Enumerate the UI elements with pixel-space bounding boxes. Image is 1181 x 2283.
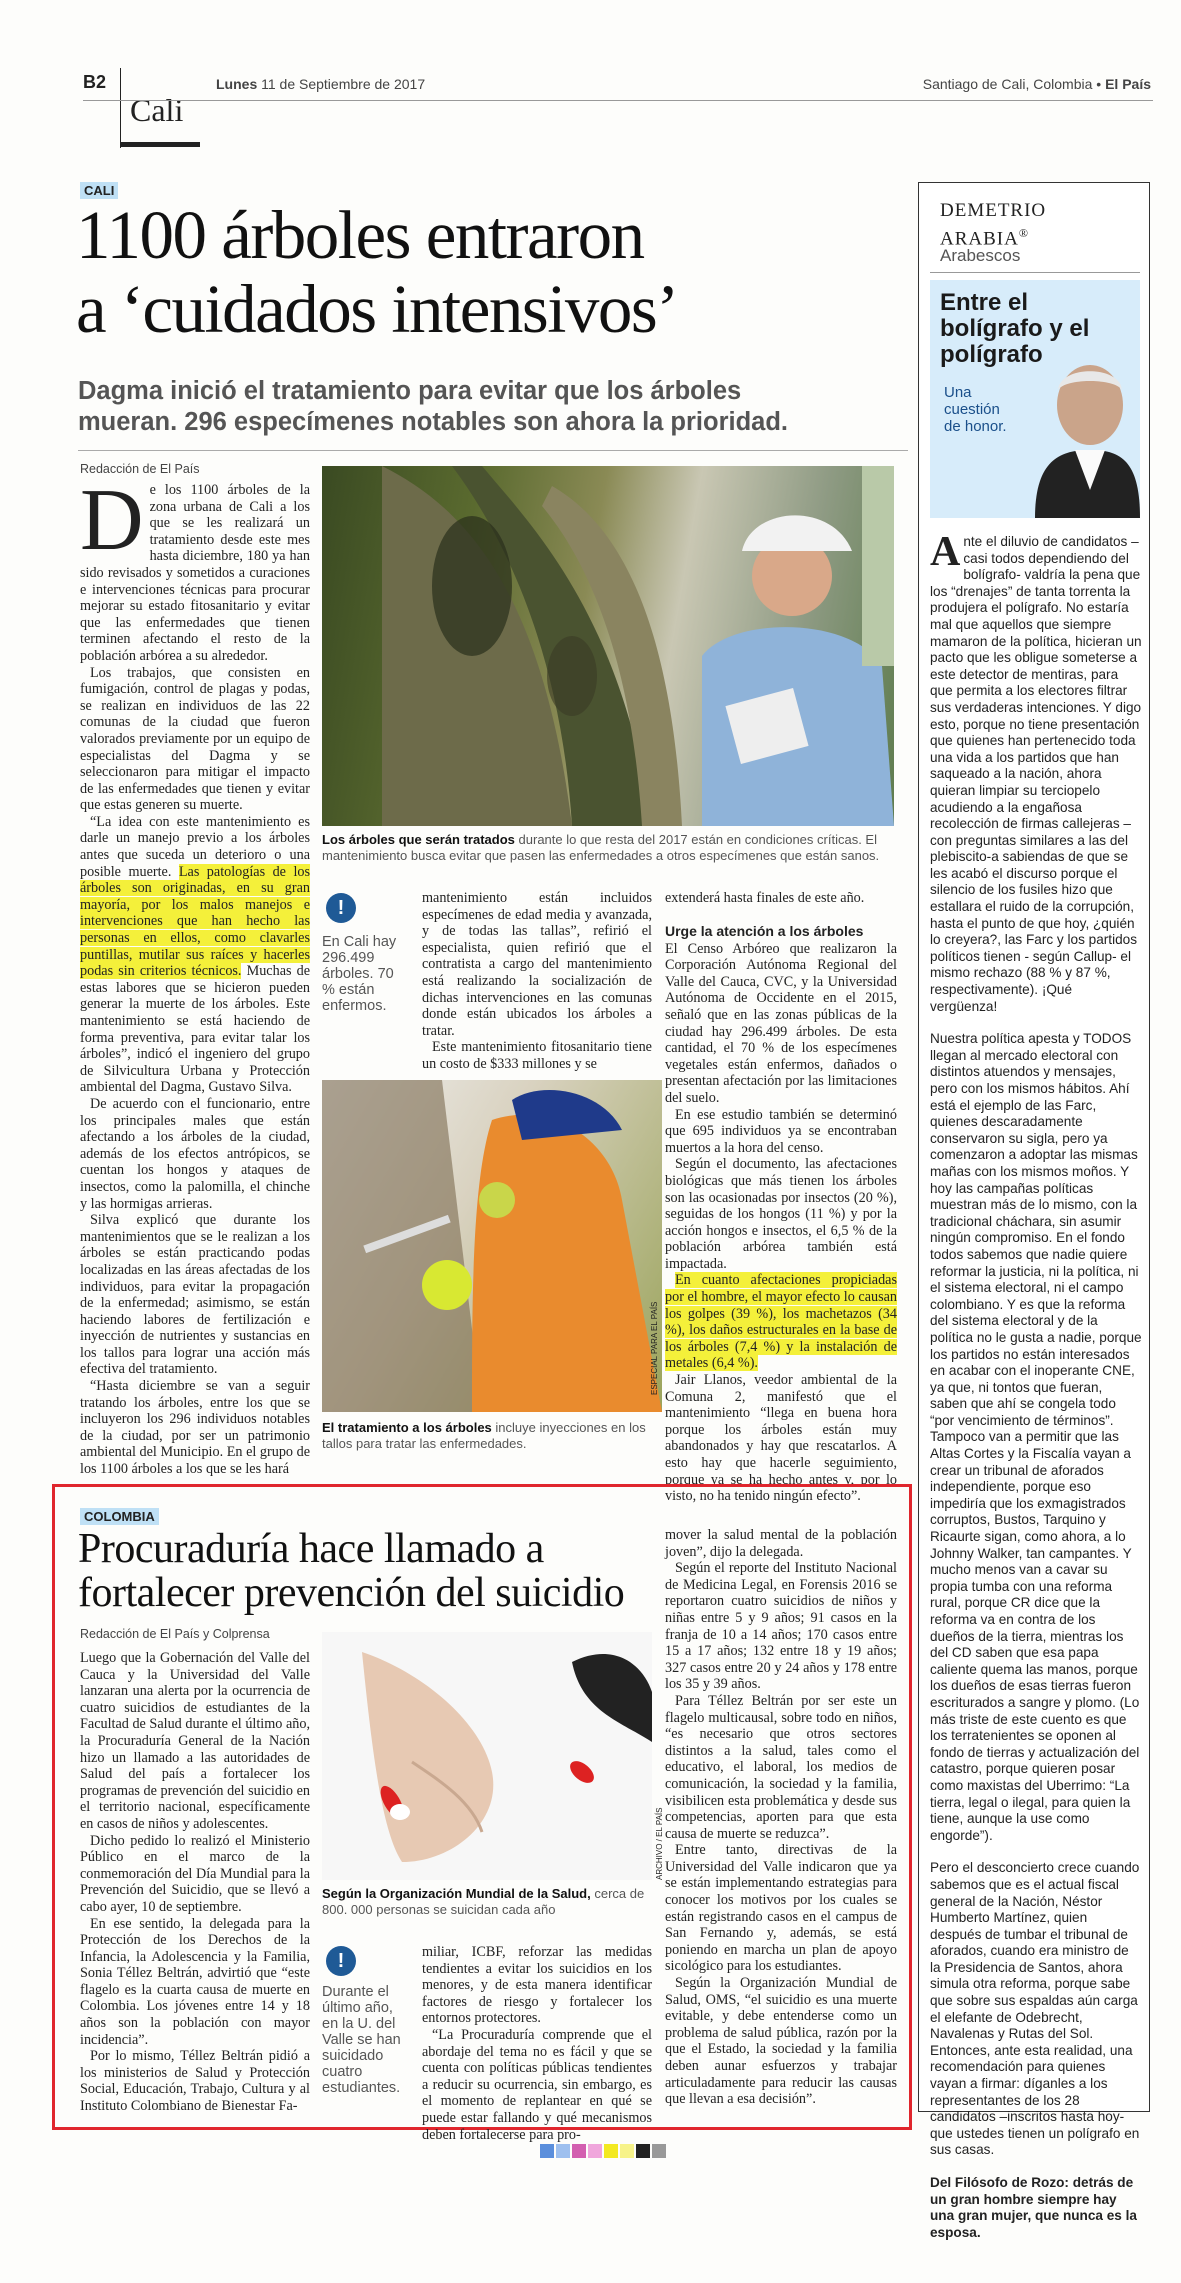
column-kicker: Una cuestión de honor. [944,384,1007,435]
second-fact-box: Durante el último año, en la U. del Valle se han suicidado cuatro estudiantes. [322,1984,401,2096]
byline: Redacción de El País [80,462,200,476]
drop-cap: D [80,472,144,569]
header-rule [83,100,1153,101]
second-column-4: mover la salud mental de la población joven”, dijo la delegada. Según el reporte del Instituto Nacional de Medicina Legal, en Forensis 2016 se reportaron cuatro suicidios de niños y niñas entre 5 y 9 años; 91 casos en la franja de 10 a 14 años; 170 casos entre 15 a 17 años; 132 entre 18 y 19 años; 327 casos entre 20 y 24 años y 178 entre los 35 y 39 años. Para Téllez Beltrán por ser este un flagelo multicausal, sobre todo en niños, “es necesario que otros sectores distintos a la salud, tales como el educativo, el laboral, los medios de comunicación, la sociedad y la familia, visibilicen esta problemática y desde sus competencias, aporten para que esta causa de muerte se reduzca”. Entre tanto, directivas de la Universidad del Valle indicaron que ya se están implementando estrategias para conocer los motivos por los cuales se están registrando casos en el campus de San Fernando y, además, se está poniendo en marcha un plan de apoyo sicológico para los estudiantes. Según la Organización Mundial de Salud, OMS, “el suicidio es una muerte evitable, y debe entenderse como un problema de salud pública, razón por la que el Estado, la sociedad y la familia deben aunar esfuerzos y trabajar articuladamente para reducir las causas que llevan a esa decisión”. [665,1527,897,2108]
second-photo-credit: ARCHIVO / EL PAÍS [655,1807,664,1880]
photo2-caption: El tratamiento a los árboles incluye inyecciones en los tallos para tratar las enfermedades. [322,1420,646,1451]
section-name: Cali [130,92,184,128]
subheadline: Dagma inició el tratamiento para evitar que los árboles mueran. 296 especímenes notables son ahora la prioridad. [78,377,789,436]
second-headline: Procuraduría hace llamado a fortalecer prevención del suicidio [78,1526,625,1616]
columnist-portrait [1030,350,1140,518]
second-info-icon: ! [326,1946,356,1976]
section-tag: CALI [80,182,118,199]
fact-box: En Cali hay 296.499 árboles. 70 % están enfermos. [322,934,397,1014]
article-column-1: D e los 1100 árboles de la zona urbana de Cali a los que se les realizará un tratamiento desde este mes hasta diciembre, 180 ya han sido revisados y sometidos a curaciones e intervenciones técnicas para procurar mejorar su estado fitosanitario y evitar que las enfermedades que tienen terminen afectando el resto de la población arbórea a su alrededor. Los trabajos, que consisten en fumigación, control de plagas y podas, se realizan en individuos de las 22 comunas de la ciudad que fueron valorados previamente por un equipo de especialistas del Dagma y se seleccionaron para mitigar el impacto de las enfermedades que tienen y evitar que estas generen su muerte. “La idea con este mantenimiento es darle un manejo previo a los árboles antes que suceda un deterioro o una posible muerte. Las patologías de los árboles son originadas, en su gran mayoría, por los malos manejos e intervenciones que han hecho las personas en ellos, como clavarles puntillas, mutilar sus raíces y hacerles podas sin criterios técnicos. Muchas de estas labores que se hicieron pueden generar la muerte de los árboles. Este mantenimiento se está haciendo de forma preventiva, para evitar talar los árboles”, indicó el ingeniero del grupo de Silvicultura Urbana y Protección ambiental del Dagma, Gustavo Silva. De acuerdo con el funcionario, entre los principales males que están afectando a los árboles de la ciudad, además de los efectos antrópicos, se cuentan los hongos y ataques de insectos, como la palomilla, el chinche y las hormigas arrieras. Silva explicó que durante los mantenimientos que se le realizan a los árboles se están practicando podas localizadas en las áreas afectadas de los individuos, para evitar la propagación de la enfermedad; asimismo, se están haciendo labores de fertilización e inyección de nutrientes y sustancias en los tallos para lograr una acción más efectiva del tratamiento. “Hasta diciembre se van a seguir tratando los árboles, entre los que se incluyeron los 296 individuos notables de la ciudad, por ser un patrimonio ambiental del Municipio. En el grupo de los 1100 árboles a los que se les hará [80,472,311,1478]
info-icon: ! [326,893,356,923]
highlighted-text: En cuanto afectaciones propiciadas por el hombre, el mayor efecto lo causan los golpes (39 %), los machetazos (34 %), los daños estructurales en la base de los árboles (7,4 %) y la instalación de metales (6,4 %). [665,1272,897,1372]
subhead: Urge la atención a los árboles [665,922,864,939]
second-column-1: Luego que la Gobernación del Valle del Cauca y la Universidad del Valle lanzaran una alerta por la ocurrencia de cuatro suicidios de estudiantes de la Facultad de Salud durante el último año, la Procuraduría General de la Nación hizo un llamado a las autoridades de Salud del país a fortalecer los programas de prevención del suicidio en el territorio nacional, específicamente en casos de niños y adolescentes. Dicho pedido lo realizó el Ministerio Público en el marco de la conmemoración del Día Mundial para la Prevención del Suicidio, que se llevó a cabo ayer, 10 de septiembre. En ese sentido, la delegada para la Protección de los Derechos de la Infancia, la Adolescencia y la Familia, Sonia Téllez Beltrán, advirtió que “este flagelo es la cuarta causa de muerte en Colombia. Los jóvenes entre 14 y 18 años son la población con mayor incidencia”. Por lo mismo, Téllez Beltrán pidió a los ministerios de Salud y Protección Social, Educación, Trabajo, Cultura y al Instituto Colombiano de Bienestar Fa- [80,1650,310,2115]
column-closing: Del Filósofo de Rozo: detrás de un gran hombre siempre hay una gran mujer, que nunca es la esposa. [930,2175,1137,2240]
column-dropcap: A [930,529,961,575]
pills-photo [322,1632,652,1880]
highlighted-text: Las patologías de los árboles son originadas, en su gran mayoría, por los malos manejos e intervenciones que han hecho las personas en ellos, como clavarles puntillas, mutilar sus raíces y hacerles podas sin criterios técnicos. [80,863,311,980]
photo1-caption: Los árboles que serán tratados durante lo que resta del 2017 están en condiciones críticas. El mantenimiento busca evitar que pasen las enfermedades a otros especímenes que están sanos. [322,832,880,863]
header-location: Santiago de Cali, Colombia • El País [922,76,1151,92]
worker-injection-illustration [322,1080,662,1412]
second-byline: Redacción de El País y Colprensa [80,1627,270,1641]
second-section-tag: COLOMBIA [80,1508,159,1525]
injection-photo [322,1080,662,1412]
column-name: Arabescos [940,246,1021,265]
color-registration-bar [540,2144,666,2158]
page-code: B2 [83,72,107,92]
second-column-3: miliar, ICBF, reforzar las medidas tendientes a evitar los suicidios en los menores, y de esta manera identificar factores de riesgo y fortalecer los entornos protectores. “La Procuraduría comprende que el abordaje del tema no es fácil y que se cuenta con políticas públicas tendientes a reducir su ocurrencia, sin embargo, es el momento de replantear en qué se puede estar fallando y qué mecanismos deben fortalecerse para pro- [422,1944,652,2143]
article-column-4: extenderá hasta finales de este año. Urge la atención a los árboles El Censo Arbóreo que realizaron la Corporación Autónoma Regional del Valle del Cauca, CVC, y la Universidad Autónoma de Occidente en el 2015, señaló que en las zonas públicas de la ciudad hay 296.499 árboles. De esta cantidad, el 70 % de los especímenes vegetales están enfermos, dañados o presentan afectación por las limitaciones del suelo. En ese estudio también se determinó que 695 individuos ya se encontraban muertos a la hora del censo. Según el documento, las afectaciones biológicas que más tienen los árboles son las ocasionadas por insectos (20 %), seguidas de los hongos (11 %) y por la acción hongos e insectos, el 6,5 % de la población arbórea también está impactada. En cuanto afectaciones propiciadas por el hombre, el mayor efecto lo causan los golpes (39 %), los machetazos (34 %), los daños estructurales en la base de los árboles (7,4 %) y la instalación de metales (6,4 %). Jair Llanos, veedor ambiental de la Comuna 2, manifestó que el mantenimiento “llega en buena hora porque los árboles están muy abandonados y hay que rescatarlos. A esto hay que hacerle seguimiento, porque ya se ha hecho antes y, por lo visto, no ha tenido ningún efecto”. [665,890,897,1505]
hand-with-pills-illustration [322,1632,652,1880]
header-date: Lunes 11 de Septiembre de 2017 [216,76,426,92]
column-body: Ante el diluvio de candidatos –casi todos dependiendo del bolígrafo- valdría la pena que los “drenajes” de tanta torrenta la produjera el polígrafo. No estaría mal que aquellos que siempre mamaron de la política, hicieran un pacto que les obligue someterse a este detector de mentiras, para que permita a los electores filtrar sus verdaderas intenciones. Y digo esto, porque no tiene presentación que quienes han pertenecido toda una vida a los partidos que han saqueado a la nación, ahora quieran limpiar su terciopelo acudiendo a la engañosa recolección de firmas callejeras –con preguntas similares a las del plebiscito-a sabiendas de que se les acabó el discurso porque el silencio de los fusiles hizo que estallara el ruido de la corrupción, hasta el punto de que hoy, ¿quién lo creyera?, las Farc y los partidos políticos tienen - según Callup- el mismo rechazo (88 % y 87 %, respectivamente). ¡Qué vergüenza! Nuestra política apesta y TODOS llegan al mercado electoral con distintos atuendos y mensajes, pero con los mismos hábitos. Ahí está el ejemplo de las Farc, quienes descaradamente conservaron su sigla, pero ya comenzaron a adoptar las mismas mañas con los mismos moños. Y hoy las campañas políticas muestran más de lo mismo, con la tradicional cháchara, sin asumir ningún compromiso. En el fondo todos sabemos que nadie quiere reformar la justicia, ni la política, ni el sistema electoral, ni el campo colombiano. Y es que la reforma del sistema electoral y de la política no le gusta a nadie, porque los partidos no están interesados en acabar con el inoperante CNE, ya que, ni tontos que fueran, saben que ahí se congela todo “por vencimiento de términos”. Tampoco van a permitir que las Altas Cortes y la Fiscalía vayan a crear un tribunal de aforados independiente, porque eso impediría que los exmagistrados corruptos, Bustos, Tarquino y Ricaurte sigan, como ahora, a lo Johnny Walker, tan campantes. Y mucho menos van a cavar su propia tumba con una reforma rural, porque CR dice que la reforma va en contra de los dueños de la tierra, mientras los del CD saben que esa papa caliente quema las manos, porque los dueños de esas tierras fueron escriturados a sangre y plomo. (Lo más triste de este cuento es que los terratenientes se oponen al fondo de tierras y actualización del catastro, porque quieren posar como maxistas del Uberrimo: “La tierra, legal o ilegal, para quien la tiene, aunque la use como engorde”). Pero el desconcierto crece cuando sabemos que es el actual fiscal general de la Nación, Néstor Humberto Martínez, quien después de tumbar el tribunal de aforados, cuando era ministro de la Presidencia de Santos, ahora simula otra reforma, porque sabe que sobre sus espaldas aún carga el elefante de Odebrecht, Navalenas y Rutas del Sol. Entonces, ante esta realidad, una recomendación para quienes vayan a firmar: díganles a los representantes de los 28 candidatos –inscritos hasta hoy- que ustedes tienen un polígrafo en sus casas. Del Filósofo de Rozo: detrás de un gran hombre siempre hay una gran mujer, que nunca es la esposa. [930,529,1142,2240]
tree-trunk-illustration [322,466,894,826]
photo2-credit: ESPECIAL PARA EL PAÍS [650,1301,659,1395]
headline: 1100 árboles entraron a ‘cuidados intensivos’ [76,197,678,347]
tree-worker-photo [322,466,894,826]
second-photo-caption: Según la Organización Mundial de la Salud, cerca de 800. 000 personas se suicidan cada año [322,1886,645,1917]
article-column-3: mantenimiento están incluidos especímenes de edad media y avanzada, y de todas las tallas”, refirió el especialista, quien refirió que el contratista a cargo del mantenimiento está realizando la socialización de dichas intervenciones en las comunas donde están ubicados los árboles a tratar. Este mantenimiento fitosanitario tiene un costo de $333 millones y se [422,890,652,1072]
column-author: DEMETRIO ARABIA® [940,200,1047,250]
column-title: Entre el bolígrafo y el polígrafo [940,289,1090,368]
